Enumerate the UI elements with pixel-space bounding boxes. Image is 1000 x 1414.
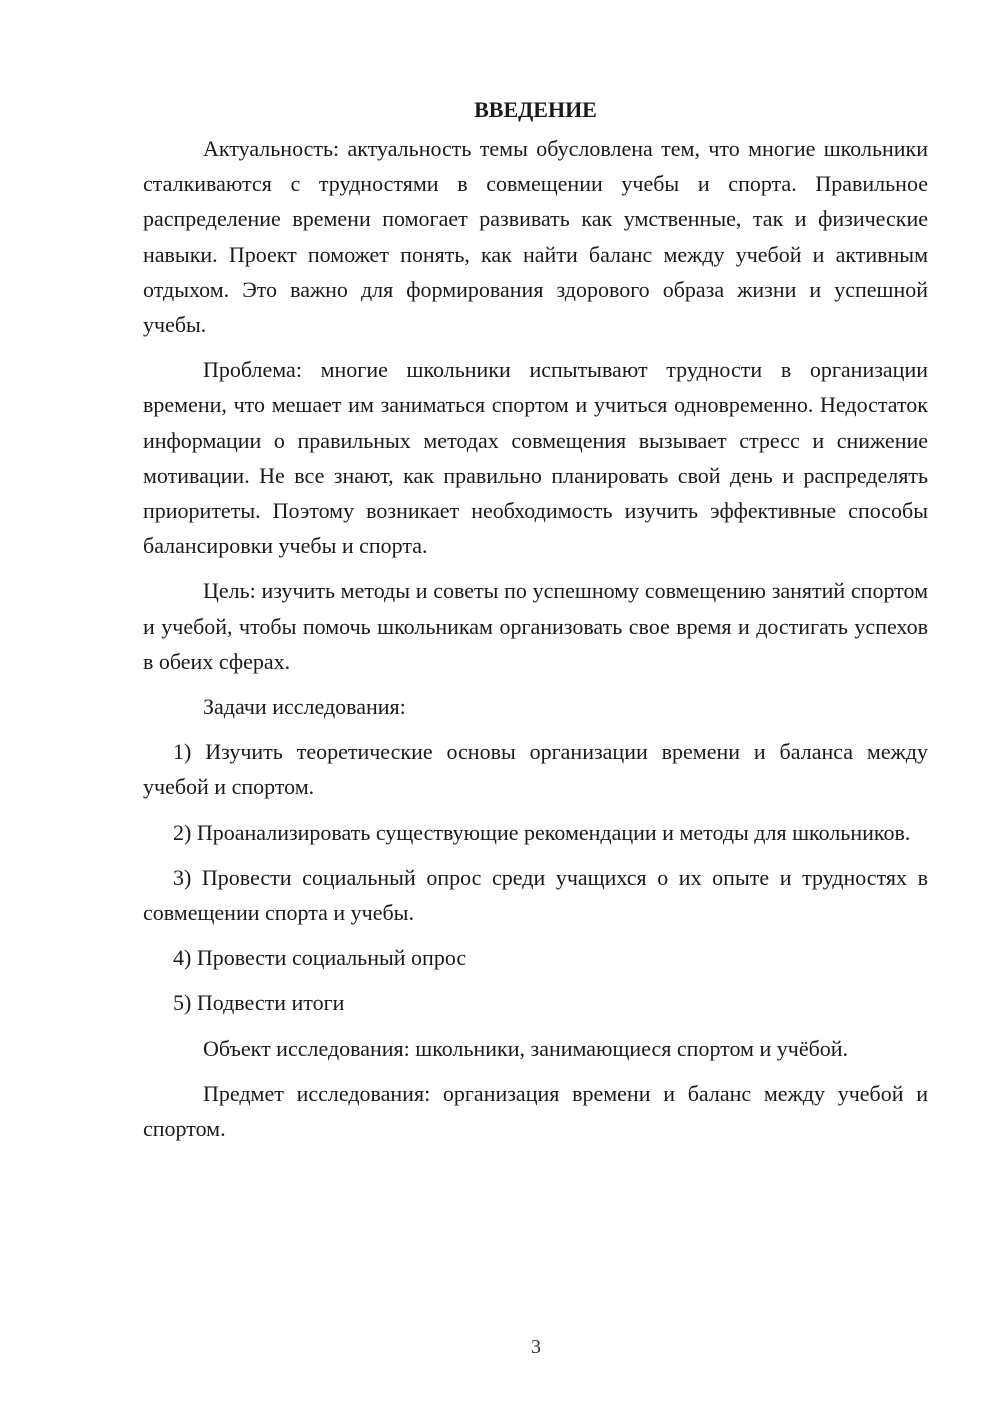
goal-paragraph: Цель: изучить методы и советы по успешному совмещению занятий спортом и учебой, чтобы помочь школьникам организовать свое время и достигать успехов в обеих сферах. — [143, 578, 928, 674]
page-number: 3 — [531, 1336, 541, 1358]
task-item: 4) Провести социальный опрос — [173, 945, 467, 971]
object-paragraph: Объект исследования: школьники, занимающиеся спортом и учёбой. — [203, 1035, 849, 1061]
document-page — [143, 92, 928, 1156]
task-item: 1) Изучить теоретические основы организации времени и баланса между учебой и спортом. — [143, 739, 928, 800]
task-item: 3) Провести социальный опрос среди учащихся о их опыте и трудностях в совмещении спорта и учебы. — [143, 864, 928, 926]
task-item: 5) Подвести итоги — [173, 990, 345, 1016]
relevance-paragraph: Актуальность: актуальность темы обусловлена тем, что многие школьники сталкиваются с трудностями в совмещении учебы и спорта. Правильное распределение времени помогает развивать как умственные, так и физические навыки. Проект поможет понять, как найти баланс между учебой и активным отдыхом. Это важно для формирования здорового образа жизни и успешной учебы. — [143, 136, 928, 338]
tasks-heading: Задачи исследования: — [203, 694, 406, 720]
section-heading: ВВЕДЕНИЕ — [474, 97, 597, 122]
problem-paragraph: Проблема: многие школьники испытывают трудности в организации времени, что мешает им заниматься спортом и учиться одновременно. Недостаток информации о правильных методах совмещения вызывает стресс и снижение мотивации. Не все знают, как правильно планировать свой день и распределять приоритеты. Поэтому возникает необходимость изучить эффективные способы балансировки учебы и спорта. — [143, 357, 928, 559]
task-item: 2) Проанализировать существующие рекомендации и методы для школьников. — [173, 819, 911, 845]
subject-paragraph: Предмет исследования: организация времени и баланс между учебой и спортом. — [143, 1080, 928, 1142]
